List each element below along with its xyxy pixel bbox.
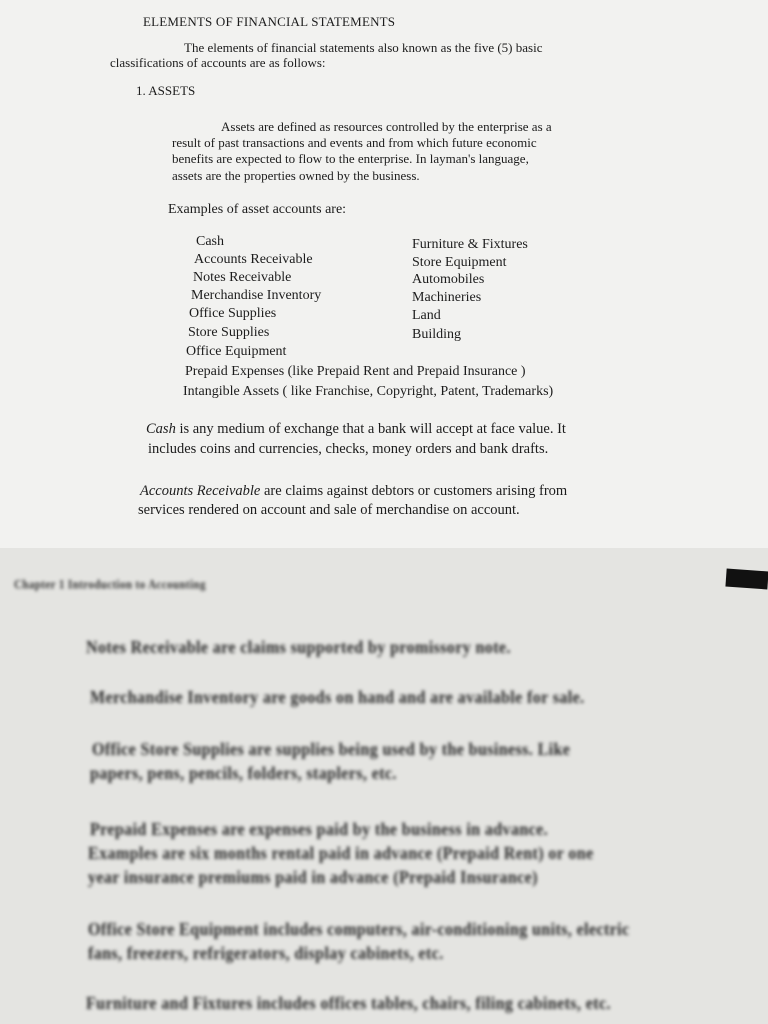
blurred-text-block [0,548,768,1024]
asset-item: Furniture & Fixtures [412,237,528,252]
asset-item: Notes Receivable [193,270,292,285]
examples-heading: Examples of asset accounts are: [168,202,347,217]
asset-item-wide: Intangible Assets ( like Franchise, Copyright, Patent, Trademarks) [183,384,554,399]
intro-line-2: classifications of accounts are as follows: [110,55,326,70]
cash-definition: is any medium of exchange that a bank will accept at face value. It [175,421,566,437]
cash-paragraph-line-2: includes coins and currencies, checks, money orders and bank drafts. [148,441,549,457]
page-corner-shadow [725,569,768,590]
asset-item: Building [412,327,462,342]
blurred-line: Furniture and Fixtures includes offices tables, chairs, filing cabinets, etc. [86,994,611,1014]
asset-item: Automobiles [412,272,485,287]
blurred-line: papers, pens, pencils, folders, staplers, etc. [90,764,397,784]
definition-line-2: result of past transactions and events and from which future economic [172,135,537,150]
definition-line-3: benefits are expected to flow to the enterprise. In layman's language, [172,151,529,166]
ar-paragraph-line-2: services rendered on account and sale of merchandise on account. [138,502,520,518]
definition-line-1: Assets are defined as resources controlled by the enterprise as a [221,119,552,134]
blurred-line: year insurance premiums paid in advance (Prepaid Insurance) [88,868,538,888]
asset-item: Office Equipment [186,344,287,359]
asset-item: Machineries [412,290,482,305]
blurred-line: Merchandise Inventory are goods on hand and are available for sale. [90,688,585,708]
section-heading-assets: 1. ASSETS [136,83,196,98]
ar-definition: are claims against debtors or customers arising from [260,483,568,499]
blurred-page-header: Chapter 1 Introduction to Accounting [14,578,206,592]
document-page-bottom-blurred [0,548,768,1024]
definition-line-4: assets are the properties owned by the business. [172,168,420,183]
accounts-receivable-term: Accounts Receivable [140,483,261,499]
asset-item: Accounts Receivable [194,252,313,267]
asset-item: Store Equipment [412,255,507,270]
asset-item: Office Supplies [189,306,277,321]
blurred-line: fans, freezers, refrigerators, display cabinets, etc. [88,944,444,964]
asset-item: Store Supplies [188,325,270,340]
document-title: ELEMENTS OF FINANCIAL STATEMENTS [143,14,396,29]
asset-item: Land [412,308,441,323]
blurred-line: Office Store Equipment includes computers, air-conditioning units, electric [88,920,630,940]
blurred-line: Notes Receivable are claims supported by promissory note. [86,638,511,658]
blurred-line: Prepaid Expenses are expenses paid by the business in advance. [90,820,549,840]
cash-term: Cash [146,421,176,437]
ar-paragraph-line-1 [140,482,567,501]
intro-line-1: The elements of financial statements also known as the five (5) basic [184,40,543,55]
blurred-line: Examples are six months rental paid in advance (Prepaid Rent) or one [88,844,594,864]
blurred-line: Office Store Supplies are supplies being used by the business. Like [92,740,571,760]
cash-paragraph-line-1 [146,420,566,439]
asset-item: Merchandise Inventory [191,288,322,303]
asset-item-wide: Prepaid Expenses (like Prepaid Rent and Prepaid Insurance ) [185,364,526,379]
asset-item: Cash [196,234,224,249]
